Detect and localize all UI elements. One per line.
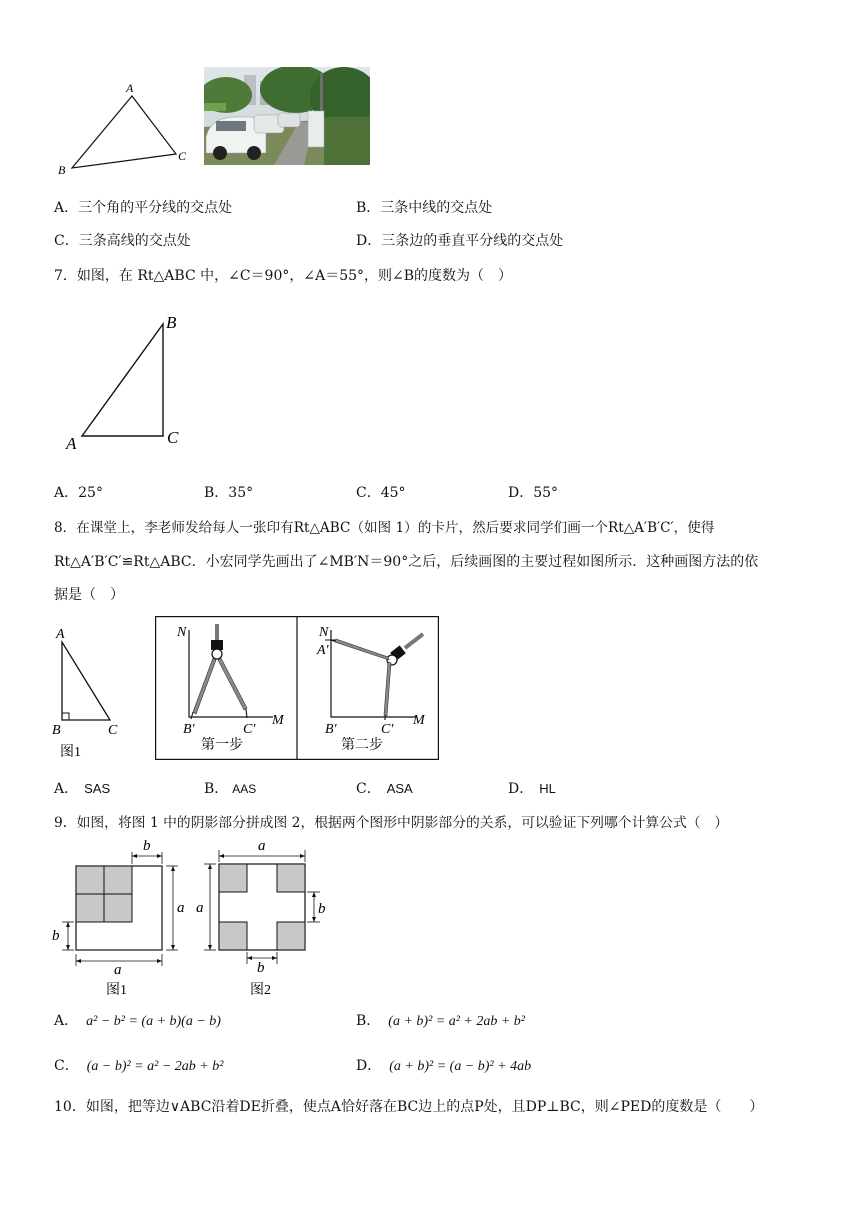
option-letter: D． [508, 485, 534, 501]
option-letter: A． [54, 485, 79, 501]
option-text: ASA [386, 781, 413, 796]
option-letter: B． [356, 200, 381, 216]
q9-fig2-label-a-top: a [258, 838, 266, 854]
option-text: 45° [380, 485, 406, 501]
q6-option-b [356, 197, 492, 217]
q8-step2-label-m: M [413, 713, 425, 728]
q8-option-d [508, 778, 556, 798]
option-letter: A． [54, 1013, 79, 1029]
option-letter: C． [54, 1058, 79, 1074]
q6-option-d [356, 230, 563, 250]
option-text: 三条边的垂直平分线的交点处 [381, 233, 564, 249]
q9-fig2-label-a-left: a [196, 900, 204, 916]
q7-right-triangle-figure [60, 310, 190, 455]
q7-option-c [356, 482, 406, 502]
option-letter: A． [54, 781, 79, 797]
option-letter: B． [204, 781, 229, 797]
q8-step1-label-b: B′ [183, 722, 195, 737]
q8-step1-label-c: C′ [243, 722, 256, 737]
option-letter: B． [356, 1013, 381, 1029]
q8-step1-label-n: N [177, 625, 187, 640]
option-text: 三个角的平分线的交点处 [78, 200, 233, 216]
q9-fig1-label-b-left: b [52, 928, 60, 944]
q8-fig1-label-c: C [108, 723, 118, 738]
q7-label-c: C [167, 428, 179, 447]
q8-step2-label-a: A′ [317, 643, 329, 658]
option-formula: (a + b)² = a² + 2ab + b² [388, 1014, 526, 1029]
q9-option-b [356, 1010, 525, 1030]
q6-parking-photo [204, 67, 370, 165]
q9-option-a [54, 1010, 221, 1030]
q8-steps-figure [155, 616, 439, 760]
q9-fig1-caption: 图1 [106, 983, 127, 998]
q6-option-a [54, 197, 232, 217]
compass-icon [335, 634, 423, 720]
q8-step2-label-n: N [319, 625, 329, 640]
option-letter: C． [356, 485, 381, 501]
option-letter: B． [204, 485, 229, 501]
option-text: 55° [533, 485, 559, 501]
q9-option-d [356, 1055, 531, 1075]
q7-option-a [54, 482, 103, 502]
q8-option-b [204, 778, 256, 798]
q9-option-c [54, 1055, 223, 1075]
option-formula: a² − b² = (a + b)(a − b) [86, 1014, 221, 1029]
q9-figures [48, 836, 348, 1000]
q6-label-b: B [58, 163, 66, 177]
q8-figure-1 [48, 622, 138, 762]
q8-stem-line2: Rt△A′B′C′≌Rt△ABC．小宏同学先画出了∠MB′N＝90°之后，后续画图的主要过程如图所示．这种画图方法的依 [54, 554, 759, 570]
q8-step1-caption: 第一步 [201, 738, 243, 753]
option-letter: D． [508, 781, 534, 797]
q8-fig1-caption: 图1 [60, 745, 81, 760]
option-formula: (a − b)² = a² − 2ab + b² [86, 1059, 224, 1074]
option-text: 25° [78, 485, 103, 501]
q6-label-c: C [178, 149, 187, 163]
q8-fig1-label-b: B [52, 723, 61, 738]
q9-fig1-label-a-bottom: a [114, 962, 122, 978]
option-text: 三条中线的交点处 [380, 200, 493, 216]
compass-icon [191, 624, 247, 719]
q9-fig2-label-b-bottom: b [257, 960, 265, 976]
q9-fig2-label-b-right: b [318, 901, 326, 917]
option-letter: C． [356, 781, 381, 797]
q6-option-c [54, 230, 191, 250]
option-letter: D． [356, 233, 382, 249]
q7-label-b: B [166, 313, 177, 332]
option-text: HL [539, 781, 556, 796]
q8-step1-label-m: M [272, 713, 284, 728]
q8-option-a [54, 778, 110, 798]
q7-stem: 7．如图，在 Rt△ABC 中，∠C＝90°，∠A＝55°，则∠B的度数为（ ） [54, 268, 513, 284]
option-text: 三条高线的交点处 [78, 233, 191, 249]
q8-fig1-label-a: A [56, 627, 65, 642]
q6-label-a: A [126, 81, 134, 95]
q7-option-b [204, 482, 253, 502]
q9-stem: 9．如图，将图 1 中的阴影部分拼成图 2，根据两个图形中阴影部分的关系，可以验证下列哪个计算公式（ ） [54, 815, 729, 831]
q8-step2-label-b: B′ [325, 722, 337, 737]
option-text: AAS [232, 782, 257, 796]
q9-fig2-caption: 图2 [250, 983, 271, 998]
q8-step2-caption: 第二步 [341, 738, 383, 753]
option-text: SAS [84, 781, 111, 796]
q7-label-a: A [66, 434, 77, 453]
option-text: 35° [228, 485, 254, 501]
option-formula: (a + b)² = (a − b)² + 4ab [389, 1059, 532, 1074]
q6-triangle-figure [50, 78, 200, 178]
q8-stem-line3: 据是（ ） [54, 587, 124, 603]
q8-stem-line1: 8．在课堂上，李老师发给每人一张印有Rt△ABC（如图 1）的卡片，然后要求同学们画一个Rt△A′B′C′，使得 [54, 520, 715, 536]
q8-step2-label-c: C′ [381, 722, 394, 737]
option-letter: C． [54, 233, 79, 249]
q9-fig1-label-b-top: b [143, 838, 151, 854]
option-letter: A． [54, 200, 79, 216]
q10-stem: 10．如图，把等边∨ABC沿着DE折叠，使点A恰好落在BC边上的点P处，且DP⊥BC，则∠PED的度数是（ ） [54, 1099, 764, 1115]
q7-option-d [508, 482, 558, 502]
option-letter: D． [356, 1058, 382, 1074]
q9-fig1-label-a-right: a [177, 900, 185, 916]
q8-option-c [356, 778, 413, 798]
